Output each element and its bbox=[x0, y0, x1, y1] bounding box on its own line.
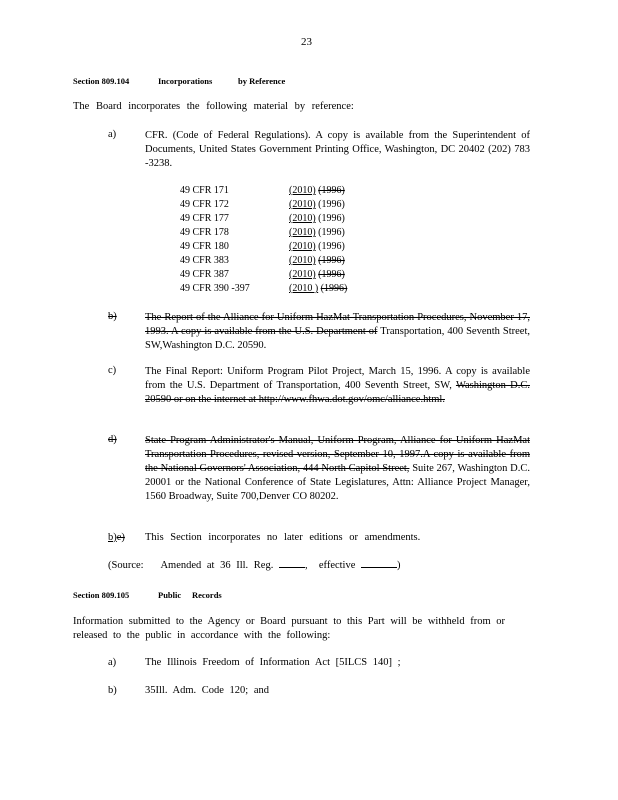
source-effective: effective bbox=[318, 560, 356, 571]
cfr-part: 49 CFR 171 bbox=[180, 185, 229, 196]
cfr-part: 49 CFR 178 bbox=[180, 227, 229, 238]
item-e-new-label: b) bbox=[108, 532, 117, 543]
cfr-new-year: (2010) bbox=[289, 213, 316, 224]
section2-title-part2: Records bbox=[192, 590, 222, 600]
cfr-old-year: (1996) bbox=[318, 227, 345, 238]
item-a-label: a) bbox=[108, 129, 117, 140]
section2-item-b-label: b) bbox=[108, 685, 117, 696]
cfr-new-year: (2010) bbox=[289, 199, 316, 210]
cfr-old-year: (1996) bbox=[318, 213, 345, 224]
item-b-text bbox=[145, 311, 530, 353]
item-c-text-plain: The Final Report: Uniform Program Pilot Project, March 15, 1996. A copy is available from the U.S. Department of Transportation, 400 Seventh Street, SW, bbox=[145, 366, 530, 391]
section2-item-a-text: The Illinois Freedom of Information Act [5ILCS 140] ; bbox=[145, 657, 401, 668]
cfr-table-row bbox=[180, 283, 347, 294]
page-number: 23 bbox=[301, 36, 312, 48]
cfr-part: 49 CFR 177 bbox=[180, 213, 229, 224]
item-e-label bbox=[108, 532, 125, 543]
cfr-part: 49 CFR 390 -397 bbox=[180, 283, 250, 294]
section-intro: The Board incorporates the following material by reference: bbox=[73, 101, 354, 112]
section2-intro: Information submitted to the Agency or Board pursuant to this Part will be withheld from or released to the public in accordance with the following: bbox=[73, 616, 505, 641]
cfr-new-year: (2010) bbox=[289, 185, 316, 196]
cfr-old-year: (1996) bbox=[318, 199, 345, 210]
item-c-deleted-text: Washington D.C. 20590 or on the internet at http://www.fhwa.dot.gov/omc/alliance.html. bbox=[145, 380, 530, 405]
cfr-part: 49 CFR 180 bbox=[180, 241, 229, 252]
cfr-new-year: (2010) bbox=[289, 269, 316, 280]
item-d-deleted-text: State Program Administrator's Manual, Uniform Program, Alliance for Uniform HazMat Transportation Procedures, revised version, September 10, 1997.A copy is available from the National Governors' Association, 444 North Capitol Street, bbox=[145, 435, 530, 474]
section-number: Section 809.104 bbox=[73, 76, 130, 86]
section-title-part2: by Reference bbox=[238, 76, 286, 86]
section2-item-a-label: a) bbox=[108, 657, 117, 668]
cfr-table-row bbox=[180, 213, 345, 224]
section2-title-part1: Public bbox=[158, 590, 182, 600]
item-b-label: b) bbox=[108, 311, 117, 322]
cfr-part: 49 CFR 172 bbox=[180, 199, 229, 210]
cfr-table-row bbox=[180, 241, 345, 252]
cfr-part: 49 CFR 383 bbox=[180, 255, 229, 266]
item-d-text bbox=[145, 434, 530, 504]
cfr-part: 49 CFR 387 bbox=[180, 269, 229, 280]
item-d-label: d) bbox=[108, 434, 117, 445]
item-e-text: This Section incorporates no later editions or amendments. bbox=[145, 532, 421, 543]
cfr-new-year: (2010) bbox=[289, 255, 316, 266]
cfr-table-row bbox=[180, 227, 345, 238]
item-d-text-plain: Suite 267, Washington D.C. 20001 or the National Conference of State Legislatures, Attn: Alliance Project Manager, 1560 Broadway, Suite 700,Denver CO 80202. bbox=[145, 463, 530, 502]
effective-date-blank bbox=[361, 567, 397, 568]
item-c-label: c) bbox=[108, 365, 117, 376]
source-prefix: (Source: bbox=[108, 560, 144, 571]
item-a-text: CFR. (Code of Federal Regulations). A copy is available from the Superintendent of Documents, United States Government Printing Office, Washington, DC 20402 (202) 783 -3238. bbox=[145, 130, 530, 169]
source-note: (Source: Amended at 36 Ill. Reg. , effective ) bbox=[108, 560, 401, 571]
section2-number: Section 809.105 bbox=[73, 590, 130, 600]
cfr-table-row bbox=[180, 269, 345, 280]
section2-item-b-text: 35Ill. Adm. Code 120; and bbox=[145, 685, 269, 696]
source-amended: Amended at 36 Ill. Reg. bbox=[160, 560, 274, 571]
cfr-new-year: (2010 ) bbox=[289, 283, 319, 294]
cfr-new-year: (2010) bbox=[289, 227, 316, 238]
item-e-old-label: e) bbox=[116, 532, 125, 543]
cfr-new-year: (2010) bbox=[289, 241, 316, 252]
section-title-part1: Incorporations bbox=[158, 76, 213, 86]
item-c-text bbox=[145, 365, 530, 407]
item-b-text-plain: Transportation, 400 Seventh Street, SW,Washington D.C. 20590. bbox=[145, 326, 531, 351]
cfr-old-year: (1996) bbox=[318, 269, 345, 280]
cfr-old-year: (1996) bbox=[320, 283, 348, 294]
cfr-table-row bbox=[180, 185, 345, 196]
cfr-table-row bbox=[180, 199, 345, 210]
cfr-old-year: (1996) bbox=[318, 185, 345, 196]
cfr-table-row bbox=[180, 255, 345, 266]
register-blank bbox=[279, 567, 305, 568]
cfr-old-year: (1996) bbox=[318, 255, 345, 266]
item-b-deleted-text: The Report of the Alliance for Uniform HazMat Transportation Procedures, November 17, 1993. A copy is available from the U.S. Department of bbox=[145, 312, 530, 337]
cfr-old-year: (1996) bbox=[318, 241, 345, 252]
